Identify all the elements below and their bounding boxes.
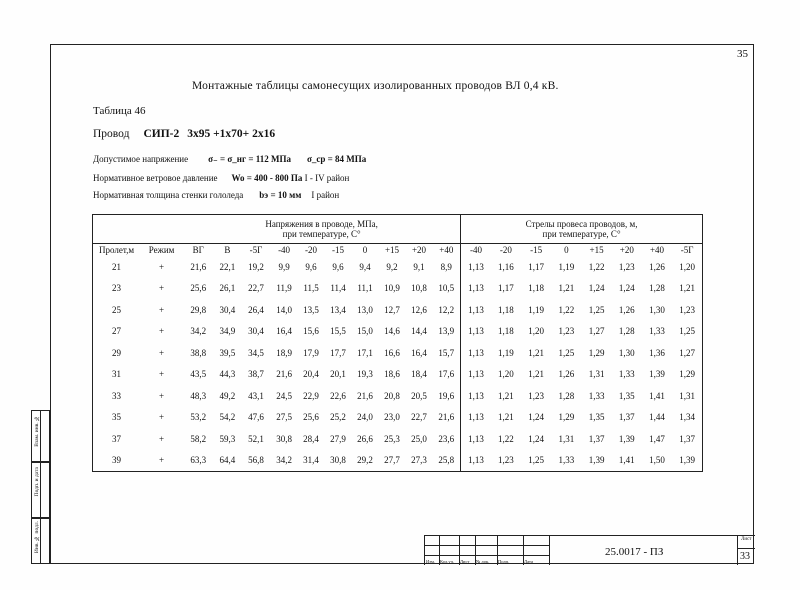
table-cell: 22,7 [411, 412, 427, 423]
table-cell: 1,25 [558, 347, 575, 358]
table-cell: 1,26 [558, 369, 575, 380]
table-cell: 1,13 [461, 256, 491, 278]
param-stress [93, 154, 366, 165]
stamp-cell-label: № док. [476, 559, 490, 564]
table-cell: 9,6 [332, 261, 344, 272]
table-cell: 23,0 [384, 412, 400, 423]
side-label-inv: Инв. № подл. [34, 521, 40, 554]
table-cell: 26,1 [219, 283, 236, 294]
table-cell: 1,20 [528, 326, 545, 337]
table-cell: 22,1 [219, 261, 236, 272]
table-row [93, 278, 703, 300]
column-header: ВГ [192, 245, 204, 255]
ice-region: I район [311, 190, 340, 200]
table-cell: + [159, 412, 165, 423]
column-header: В [224, 245, 231, 255]
table-cell: 11,5 [303, 283, 319, 294]
table-cell: 9,4 [359, 261, 371, 272]
table-cell: 21,6 [276, 369, 292, 380]
table-cell: 1,21 [498, 390, 514, 401]
table-row [93, 450, 703, 472]
side-stamp-inv-replace [31, 410, 50, 462]
table-cell: 39,5 [219, 347, 236, 358]
table-cell: 1,23 [672, 299, 702, 321]
column-header: Пролет,м [93, 244, 140, 257]
stamp-cell [439, 536, 460, 565]
table-cell: 1,25 [521, 450, 551, 472]
table-cell: 1,13 [461, 299, 491, 321]
table-cell: 1,13 [461, 278, 491, 300]
table-cell: 26,4 [248, 304, 264, 315]
table-cell: 17,9 [303, 347, 319, 358]
table-cell: 1,23 [491, 450, 521, 472]
table-cell: 22,7 [248, 283, 264, 294]
table-cell: 1,39 [649, 369, 665, 380]
table-cell: 11,1 [357, 283, 373, 294]
table-cell: 1,35 [588, 412, 605, 423]
table-cell: 21 [93, 256, 140, 278]
ice-value: bэ = 10 мм [259, 190, 302, 200]
table-cell: 1,29 [588, 347, 605, 358]
table-cell: 16,4 [276, 326, 292, 337]
table-cell: 17,7 [330, 347, 346, 358]
column-header: -20 [305, 245, 318, 255]
title-block [424, 535, 755, 565]
table-cell: 11,4 [330, 283, 346, 294]
column-header: +15 [589, 245, 604, 255]
table-cell: 48,3 [190, 390, 207, 401]
table-cell: 1,13 [461, 321, 491, 343]
wire-label: Провод [93, 128, 130, 140]
table-cell: 16,4 [411, 347, 427, 358]
table-cell: 64,4 [213, 450, 241, 472]
table-cell: + [159, 261, 165, 272]
table-cell: 13,4 [330, 304, 346, 315]
table-row [93, 385, 703, 407]
stamp-cell [425, 536, 440, 565]
stress-label: Допустимое напряжение [93, 154, 189, 164]
table-cell: 1,31 [588, 369, 605, 380]
table-cell: 31 [93, 364, 140, 386]
table-cell: 1,22 [498, 433, 514, 444]
table-cell: 1,31 [558, 433, 575, 444]
table-cell: 20,5 [411, 390, 427, 401]
table-cell: 1,47 [649, 433, 665, 444]
column-header: +40 [649, 245, 665, 255]
table-cell: 54,2 [219, 412, 236, 423]
table-cell: 1,33 [551, 450, 581, 472]
param-ice [93, 190, 339, 200]
table-cell: 17,6 [438, 369, 455, 380]
table-cell: 14,6 [384, 326, 400, 337]
wire-spec: 3х95 +1х70+ 2х16 [187, 128, 276, 140]
document-code: 25.0017 - ПЗ [605, 546, 664, 558]
table-cell: 1,23 [528, 390, 545, 401]
table-cell: 22,6 [330, 390, 346, 401]
table-cell: 59,3 [219, 433, 236, 444]
table-cell: 1,33 [649, 326, 665, 337]
table-cell: 18,4 [411, 369, 427, 380]
header-empty [140, 215, 183, 244]
column-header: -15 [530, 245, 543, 255]
table-cell: 18,6 [384, 369, 400, 380]
table-cell: 1,31 [672, 385, 702, 407]
header-sag-line1: Стрелы провеса проводов, м, [525, 218, 638, 229]
column-header: +40 [439, 245, 454, 255]
stamp-cell [475, 536, 498, 565]
column-header: -5Г [672, 244, 702, 257]
page-number: 35 [737, 48, 748, 60]
table-cell: 27,7 [379, 450, 406, 472]
table-cell: 9,1 [413, 261, 425, 272]
table-cell: 1,24 [528, 412, 545, 423]
column-header: 0 [362, 245, 368, 255]
table-cell: 9,9 [278, 261, 290, 272]
table-cell: 1,21 [558, 283, 575, 294]
table-cell: 24,5 [276, 390, 292, 401]
table-cell: 25,2 [330, 412, 346, 423]
table-cell: 1,25 [588, 304, 605, 315]
table-cell: 1,19 [498, 347, 514, 358]
table-cell: 44,3 [219, 369, 236, 380]
table-cell: 1,35 [618, 390, 635, 401]
table-cell: 12,7 [384, 304, 400, 315]
table-cell: 34,5 [248, 347, 264, 358]
table-cell: 22,9 [303, 390, 319, 401]
table-cell: 1,18 [498, 304, 514, 315]
table-cell: 15,5 [330, 326, 346, 337]
table-cell: 1,21 [528, 347, 545, 358]
header-stress-line1: Напряжения в проводе, МПа, [265, 218, 378, 229]
table-cell: 1,36 [649, 347, 665, 358]
side-stamp-sign [31, 462, 50, 518]
stamp-cell-label: Лист [460, 559, 470, 564]
table-cell: 52,1 [248, 433, 264, 444]
table-cell: 1,39 [618, 433, 635, 444]
table-cell: 21,6 [438, 412, 455, 423]
table-cell: 20,8 [384, 390, 400, 401]
column-header: +20 [619, 245, 634, 255]
table-cell: 1,29 [558, 412, 575, 423]
table-cell: 1,28 [649, 283, 665, 294]
table-cell: 37 [93, 428, 140, 450]
table-cell: + [159, 326, 165, 337]
table-cell: 1,16 [498, 261, 514, 272]
column-header: -40 [461, 244, 491, 257]
table-cell: 15,6 [303, 326, 319, 337]
table-cell: 1,21 [498, 412, 514, 423]
column-header: Режим [148, 245, 175, 255]
stamp-cell-label: Подп. [498, 559, 510, 564]
table-row [93, 256, 703, 278]
table-cell: 15,7 [438, 347, 455, 358]
column-header: -5Г [249, 245, 263, 255]
table-cell: 29,2 [352, 450, 379, 472]
table-cell: 1,33 [618, 369, 635, 380]
table-cell: 1,27 [588, 326, 605, 337]
table-cell: 25 [93, 299, 140, 321]
table-cell: 10,8 [411, 283, 427, 294]
table-cell: 17,1 [357, 347, 373, 358]
table-cell: 33 [93, 385, 140, 407]
stress-value-1: σ₋ = σ_нг = 112 МПа [208, 154, 291, 164]
sheet-label: Лист [741, 537, 752, 542]
table-cell: 1,37 [588, 433, 605, 444]
wind-value: Wo = 400 - 800 Па [231, 173, 303, 183]
table-cell: 31,4 [298, 450, 325, 472]
table-cell: 1,27 [672, 342, 702, 364]
table-cell: 30,8 [325, 450, 352, 472]
table-cell: + [159, 390, 165, 401]
table-cell: 1,26 [649, 261, 665, 272]
table-cell: 1,33 [588, 390, 605, 401]
table-cell: 1,50 [642, 450, 672, 472]
table-row [93, 428, 703, 450]
table-cell: 25,6 [190, 283, 207, 294]
table-cell: 1,19 [558, 261, 575, 272]
table-cell: 1,19 [528, 304, 545, 315]
table-cell: 14,0 [276, 304, 292, 315]
table-cell: 19,2 [248, 261, 264, 272]
table-cell: 1,13 [461, 450, 491, 472]
table-cell: 25,8 [432, 450, 460, 472]
table-cell: 43,1 [248, 390, 264, 401]
table-cell: 23,6 [438, 433, 455, 444]
table-cell: 29 [93, 342, 140, 364]
header-sag-line2: при температуре, С° [542, 229, 621, 239]
side-label-replace: Взам. инв. № [34, 415, 40, 447]
table-cell: 1,25 [672, 321, 702, 343]
table-row [93, 342, 703, 364]
table-cell: 38,8 [190, 347, 207, 358]
table-cell: 10,9 [384, 283, 400, 294]
table-cell: 19,3 [357, 369, 373, 380]
table-cell: 1,24 [618, 283, 635, 294]
stamp-cell [459, 536, 476, 565]
table-cell: 1,17 [498, 283, 514, 294]
table-cell: 34,2 [271, 450, 298, 472]
table-cell: 20,1 [330, 369, 346, 380]
table-cell: 56,8 [241, 450, 270, 472]
table-cell: + [140, 450, 183, 472]
table-cell: + [159, 347, 165, 358]
table-cell: 38,7 [248, 369, 264, 380]
header-sag-group [461, 215, 703, 244]
table-cell: 26,6 [357, 433, 373, 444]
table-cell: 1,44 [649, 412, 665, 423]
table-cell: 25,6 [303, 412, 319, 423]
table-cell: 63,3 [183, 450, 213, 472]
table-cell: 1,13 [461, 428, 491, 450]
table-cell: 30,4 [248, 326, 264, 337]
table-cell: 1,28 [558, 390, 575, 401]
column-header: 0 [564, 245, 569, 255]
table-cell: 1,20 [672, 256, 702, 278]
table-cell: + [159, 304, 165, 315]
side-label-sign: Подп. и дата [34, 467, 40, 497]
column-header: +15 [384, 245, 400, 255]
column-header: -40 [278, 245, 291, 255]
table-cell: 1,29 [672, 364, 702, 386]
table-cell: 1,13 [461, 342, 491, 364]
table-cell: 21,6 [357, 390, 373, 401]
table-cell: 1,17 [528, 261, 545, 272]
table-cell: 10,5 [438, 283, 455, 294]
table-cell: 34,9 [219, 326, 236, 337]
wind-label: Нормативное ветровое давление [93, 173, 218, 183]
table-cell: 16,6 [384, 347, 400, 358]
document-title: Монтажные таблицы самонесущих изолированных проводов ВЛ 0,4 кВ. [192, 80, 559, 92]
table-cell: 1,24 [588, 283, 605, 294]
table-cell: 1,26 [618, 304, 635, 315]
table-cell: 1,21 [672, 278, 702, 300]
table-cell: 39 [93, 450, 140, 472]
stamp-cell [497, 536, 524, 565]
table-cell: 1,37 [672, 428, 702, 450]
table-label: Таблица 46 [93, 105, 146, 117]
table-cell: 1,13 [461, 385, 491, 407]
table-cell: 1,30 [618, 347, 635, 358]
table-cell: 8,9 [440, 261, 452, 272]
table-cell: 47,6 [248, 412, 264, 423]
table-cell: 1,18 [498, 326, 514, 337]
stamp-cell-label: Изм. [426, 559, 435, 564]
table-cell: 27,5 [276, 412, 292, 423]
table-row [93, 299, 703, 321]
stamp-cell-label: Дата [524, 559, 533, 564]
table-cell: 1,41 [612, 450, 642, 472]
table-cell: 1,22 [558, 304, 575, 315]
table-cell: 15,0 [357, 326, 373, 337]
table-cell: 1,22 [588, 261, 605, 272]
table-cell: 1,20 [498, 369, 514, 380]
table-cell: 27,9 [330, 433, 346, 444]
table-cell: 14,4 [411, 326, 427, 337]
table-cell: 30,4 [219, 304, 236, 315]
table-cell: 13,5 [303, 304, 319, 315]
table-cell: 49,2 [219, 390, 236, 401]
sheet-number: 33 [740, 551, 750, 562]
sag-tension-table [92, 214, 703, 472]
table-cell: 24,0 [357, 412, 373, 423]
table-cell: 27 [93, 321, 140, 343]
column-header: -15 [332, 245, 345, 255]
table-cell: 30,8 [276, 433, 292, 444]
table-cell: 9,2 [386, 261, 398, 272]
wire-type: СИП-2 [143, 128, 180, 140]
table-cell: 1,30 [649, 304, 665, 315]
table-cell: 25,3 [384, 433, 400, 444]
table-cell: 12,2 [438, 304, 455, 315]
stamp-cell-label: Кол.уч. [440, 559, 454, 564]
table-cell: 1,41 [649, 390, 665, 401]
table-cell: 1,28 [618, 326, 635, 337]
column-header: +20 [411, 245, 427, 255]
table-cell: 1,39 [672, 450, 702, 472]
table-cell: 58,2 [190, 433, 207, 444]
table-cell: 25,0 [411, 433, 427, 444]
table-cell: 1,13 [461, 407, 491, 429]
table-cell: 53,2 [190, 412, 207, 423]
table-cell: 1,24 [528, 433, 545, 444]
table-cell: 1,21 [528, 369, 545, 380]
table-row [93, 407, 703, 429]
column-header: -20 [499, 245, 512, 255]
ice-label: Нормативная толщина стенки гололеда [93, 190, 244, 200]
param-wind [93, 173, 349, 183]
table-cell: 20,4 [303, 369, 319, 380]
table-cell: + [159, 433, 165, 444]
table-cell: + [159, 369, 165, 380]
table-cell: + [159, 283, 165, 294]
header-stress-line2: при температуре, С° [282, 229, 361, 239]
table-cell: 1,23 [618, 261, 635, 272]
table-cell: 11,9 [276, 283, 292, 294]
table-cell: 21,6 [190, 261, 207, 272]
table-cell: 12,6 [411, 304, 427, 315]
stress-value-2: σ_ср = 84 МПа [306, 154, 367, 164]
table-cell: 29,8 [190, 304, 207, 315]
table-row [93, 364, 703, 386]
table-cell: 34,2 [190, 326, 207, 337]
sheet-box [737, 536, 755, 565]
table-cell: 43,5 [190, 369, 207, 380]
table-cell: 19,6 [438, 390, 455, 401]
wind-region: I - IV район [304, 173, 350, 183]
table-cell: 1,18 [528, 283, 545, 294]
table-cell: 1,37 [618, 412, 635, 423]
header-stress-group [183, 215, 460, 244]
table-cell: 1,34 [672, 407, 702, 429]
header-empty [93, 215, 140, 244]
table-cell: 28,4 [303, 433, 319, 444]
table-row [93, 321, 703, 343]
table-cell: 13,9 [438, 326, 455, 337]
stamp-cell [523, 536, 550, 565]
table-cell: 1,39 [581, 450, 611, 472]
table-cell: 35 [93, 407, 140, 429]
table-cell: 27,3 [406, 450, 433, 472]
wire-line [93, 128, 275, 140]
table-cell: 13,0 [357, 304, 373, 315]
side-stamp-inv [31, 518, 50, 564]
table-cell: 18,9 [276, 347, 292, 358]
table-cell: 9,6 [305, 261, 317, 272]
table-cell: 1,23 [558, 326, 575, 337]
table-cell: 1,13 [461, 364, 491, 386]
table-cell: 23 [93, 278, 140, 300]
